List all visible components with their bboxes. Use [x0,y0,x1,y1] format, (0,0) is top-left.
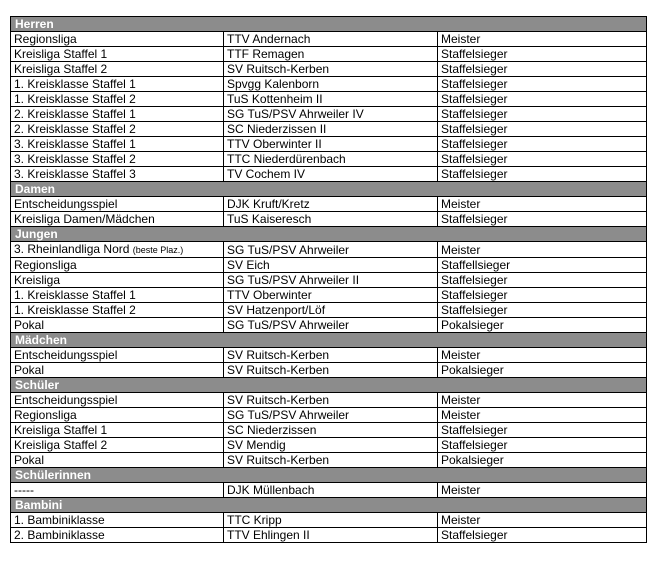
club-text: SG TuS/PSV Ahrweiler [227,408,350,422]
result-cell [438,77,647,92]
result-text: Staffelsieger [441,77,508,91]
section-title: Mädchen [11,333,647,348]
league-cell [11,258,224,273]
club-cell [224,453,438,468]
club-text: SV Mendig [227,438,286,452]
league-cell [11,62,224,77]
result-cell [438,92,647,107]
league-text: Pokal [14,453,45,467]
table-row [11,513,647,528]
result-cell [438,318,647,333]
result-text: Staffelsieger [441,122,508,136]
section-title: Schüler [11,378,647,393]
table-row [11,453,647,468]
club-text: DJK Kruft/Kretz [227,197,310,211]
league-cell [11,423,224,438]
league-cell [11,393,224,408]
table-row [11,483,647,498]
result-cell [438,303,647,318]
result-cell [438,288,647,303]
club-cell [224,348,438,363]
table-row [11,258,647,273]
club-text: SC Niederzissen [227,423,317,437]
club-cell [224,483,438,498]
table-row [11,363,647,378]
result-text: Staffelsieger [441,167,508,181]
club-text: SC Niederzissen II [227,122,327,136]
league-text: 1. Kreisklasse Staffel 1 [14,77,136,91]
league-cell [11,47,224,62]
league-cell [11,483,224,498]
league-cell [11,122,224,137]
club-text: SV Ruitsch-Kerben [227,62,330,76]
club-cell [224,92,438,107]
club-cell [224,62,438,77]
league-cell [11,303,224,318]
league-text: 3. Kreisklasse Staffel 3 [14,167,136,181]
result-text: Staffelsieger [441,47,508,61]
table-row [11,528,647,543]
club-text: TuS Kottenheim II [227,92,323,106]
table-row [11,393,647,408]
league-text: 3. Kreisklasse Staffel 2 [14,152,136,166]
result-cell [438,453,647,468]
club-cell [224,122,438,137]
result-cell [438,393,647,408]
result-cell [438,273,647,288]
section-header-row [11,227,647,242]
club-text: SG TuS/PSV Ahrweiler II [227,273,360,287]
league-text: 3. Kreisklasse Staffel 1 [14,137,136,151]
result-cell [438,137,647,152]
club-cell [224,408,438,423]
result-cell [438,212,647,227]
league-cell [11,528,224,543]
table-row [11,152,647,167]
result-cell [438,408,647,423]
result-cell [438,122,647,137]
league-cell [11,197,224,212]
result-cell [438,242,647,258]
result-text: Meister [441,393,481,407]
result-cell [438,483,647,498]
league-text: Kreisliga Staffel 1 [14,47,108,61]
league-text: 2. Bambiniklasse [14,528,105,542]
result-cell [438,423,647,438]
club-text: TTV Oberwinter [227,288,312,302]
club-text: SV Ruitsch-Kerben [227,453,330,467]
club-text: TTC Niederdürenbach [227,152,346,166]
league-text: 1. Kreisklasse Staffel 1 [14,288,136,302]
league-text: Regionsliga [14,408,77,422]
club-cell [224,212,438,227]
club-text: TTV Ehlingen II [227,528,310,542]
league-cell [11,318,224,333]
table-row [11,288,647,303]
club-cell [224,167,438,182]
result-text: Staffelsieger [441,438,508,452]
result-text: Staffelsieger [441,137,508,151]
league-cell [11,288,224,303]
result-text: Meister [441,513,481,527]
league-text: 1. Kreisklasse Staffel 2 [14,303,136,317]
table-row [11,303,647,318]
club-text: SG TuS/PSV Ahrweiler [227,318,350,332]
table-row [11,318,647,333]
result-cell [438,528,647,543]
section-header-row [11,498,647,513]
table-row [11,273,647,288]
league-text: 2. Kreisklasse Staffel 1 [14,107,136,121]
placement-note: (beste Plaz.) [132,245,184,255]
results-table [10,16,647,543]
result-text: Staffelsieger [441,273,508,287]
league-text: Kreisliga Staffel 2 [14,438,108,452]
club-text: SV Hatzenport/Löf [227,303,326,317]
table-row [11,32,647,47]
club-cell [224,197,438,212]
club-text: SG TuS/PSV Ahrweiler IV [227,107,364,121]
league-text: ----- [14,483,34,497]
league-text: Kreisliga Staffel 1 [14,423,108,437]
result-cell [438,167,647,182]
section-header-row [11,182,647,197]
result-cell [438,47,647,62]
table-row [11,242,647,258]
club-cell [224,318,438,333]
table-row [11,122,647,137]
results-table-body [11,17,647,543]
result-cell [438,152,647,167]
section-header-row [11,17,647,32]
league-cell [11,212,224,227]
result-text: Staffelsieger [441,62,508,76]
result-cell [438,513,647,528]
result-text: Staffelsieger [441,528,508,542]
league-cell [11,107,224,122]
table-row [11,77,647,92]
club-text: SV Ruitsch-Kerben [227,393,330,407]
league-cell [11,438,224,453]
table-row [11,212,647,227]
league-text: 3. Rheinlandliga Nord [14,242,130,256]
club-text: TuS Kaiseresch [227,212,312,226]
league-cell [11,137,224,152]
league-cell [11,167,224,182]
result-text: Meister [441,483,481,497]
club-cell [224,513,438,528]
club-text: TV Cochem IV [227,167,306,181]
league-cell [11,242,224,258]
table-row [11,107,647,122]
result-cell [438,438,647,453]
league-cell [11,513,224,528]
result-text: Staffelsieger [441,92,508,106]
results-document [10,16,646,543]
table-row [11,92,647,107]
result-text: Staffelsieger [441,107,508,121]
league-text: Entscheidungsspiel [14,393,118,407]
club-text: TTV Oberwinter II [227,137,322,151]
club-cell [224,242,438,258]
section-header-row [11,468,647,483]
table-row [11,62,647,77]
table-row [11,423,647,438]
club-text: SV Eich [227,258,270,272]
table-row [11,408,647,423]
result-text: Pokalsieger [441,453,504,467]
section-title: Jungen [11,227,647,242]
table-row [11,197,647,212]
club-text: TTC Kripp [227,513,282,527]
result-cell [438,258,647,273]
club-text: DJK Müllenbach [227,483,315,497]
section-title: Bambini [11,498,647,513]
table-row [11,438,647,453]
section-header-row [11,378,647,393]
club-cell [224,47,438,62]
club-text: TTF Remagen [227,47,305,61]
result-cell [438,32,647,47]
league-text: Pokal [14,318,45,332]
league-cell [11,363,224,378]
league-text: Entscheidungsspiel [14,197,118,211]
league-cell [11,77,224,92]
club-cell [224,273,438,288]
section-title: Schülerinnen [11,468,647,483]
league-text: Pokal [14,363,45,377]
league-text: Regionsliga [14,258,77,272]
league-text: Kreisliga Staffel 2 [14,62,108,76]
club-cell [224,528,438,543]
result-text: Pokalsieger [441,318,504,332]
league-cell [11,32,224,47]
result-text: Pokalsieger [441,363,504,377]
club-cell [224,137,438,152]
club-cell [224,303,438,318]
league-text: Regionsliga [14,32,77,46]
result-cell [438,363,647,378]
table-row [11,167,647,182]
result-cell [438,197,647,212]
result-text: Meister [441,242,481,257]
result-text: Staffellsieger [441,258,511,272]
club-cell [224,438,438,453]
club-cell [224,32,438,47]
result-text: Meister [441,348,481,362]
league-cell [11,273,224,288]
club-text: SV Ruitsch-Kerben [227,363,330,377]
club-cell [224,152,438,167]
club-text: TTV Andernach [227,32,311,46]
table-row [11,137,647,152]
result-text: Meister [441,408,481,422]
section-title: Herren [11,17,647,32]
club-cell [224,107,438,122]
result-cell [438,62,647,77]
result-text: Meister [441,32,481,46]
league-text: 1. Bambiniklasse [14,513,105,527]
section-title: Damen [11,182,647,197]
league-text: Kreisliga [14,273,61,287]
league-cell [11,408,224,423]
result-text: Meister [441,197,481,211]
club-text: Spvgg Kalenborn [227,77,320,91]
league-cell [11,152,224,167]
club-cell [224,423,438,438]
club-text: SG TuS/PSV Ahrweiler [227,242,350,257]
club-cell [224,258,438,273]
result-text: Staffelsieger [441,423,508,437]
table-row [11,47,647,62]
league-cell [11,92,224,107]
result-text: Staffelsieger [441,212,508,226]
league-cell [11,348,224,363]
result-cell [438,107,647,122]
result-text: Staffelsieger [441,288,508,302]
club-cell [224,288,438,303]
result-text: Staffelsieger [441,152,508,166]
table-row [11,348,647,363]
club-cell [224,77,438,92]
league-cell [11,453,224,468]
league-text: Kreisliga Damen/Mädchen [14,212,155,226]
club-cell [224,363,438,378]
section-header-row [11,333,647,348]
result-cell [438,348,647,363]
result-text: Staffelsieger [441,303,508,317]
club-text: SV Ruitsch-Kerben [227,348,330,362]
league-text: Entscheidungsspiel [14,348,118,362]
club-cell [224,393,438,408]
league-text: 1. Kreisklasse Staffel 2 [14,92,136,106]
league-text: 2. Kreisklasse Staffel 2 [14,122,136,136]
